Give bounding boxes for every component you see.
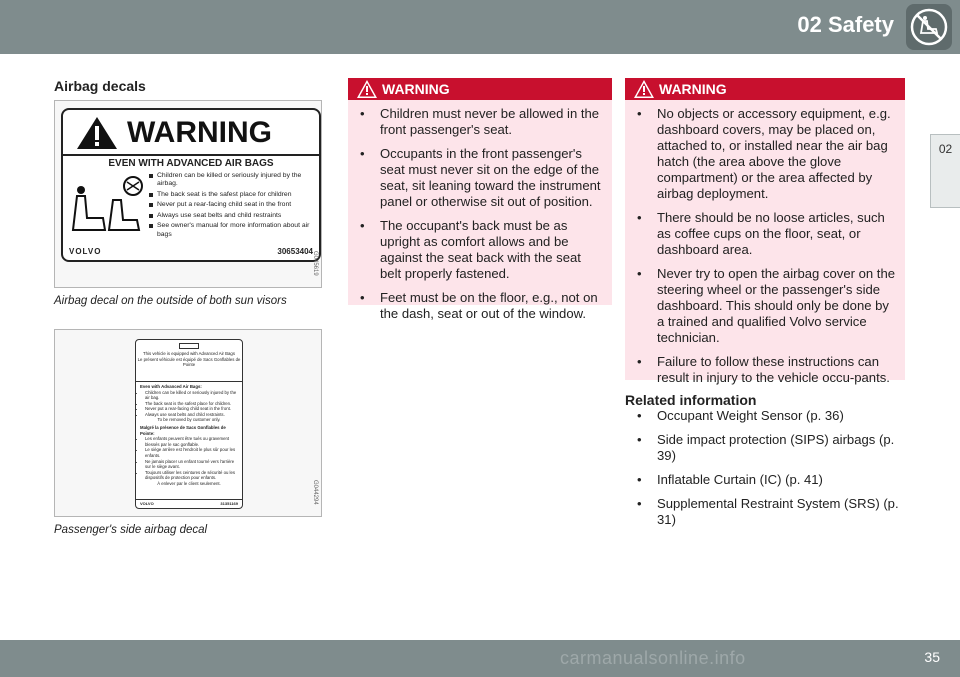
warning-box-objects <box>625 78 905 385</box>
warning-title: WARNING <box>382 81 450 97</box>
decal-item: Never put a rear-facing child seat in the front <box>149 201 317 209</box>
decal-part-number: 31351169 <box>220 501 238 506</box>
section-title: Airbag decals <box>54 78 146 94</box>
passenger-decal-figure <box>54 329 322 517</box>
decal-body <box>136 382 242 488</box>
related-link[interactable]: • Occupant Weight Sensor (p. 36) <box>635 408 905 424</box>
decal-item: • Always use seat belts and child restraints. <box>145 412 238 418</box>
related-information <box>625 392 905 536</box>
warning-list <box>625 100 905 386</box>
warning-title: WARNING <box>659 81 727 97</box>
decal-part-number: 30653404 <box>277 247 313 256</box>
warning-box-children <box>348 78 612 321</box>
warning-header <box>348 78 612 100</box>
decal-footer <box>136 499 242 508</box>
related-link[interactable]: • Supplemental Restraint System (SRS) (p. 31) <box>635 496 905 528</box>
decal-english-heading: Even with Advanced Air Bags: <box>140 384 202 389</box>
decal-top-english: This vehicle is equipped with Advanced Air Bags <box>143 351 235 356</box>
warning-header <box>625 78 905 100</box>
figure-code: G045619 <box>312 251 318 276</box>
decal-item: See owner's manual for more information about air bags <box>149 222 317 239</box>
decal-french-heading: Malgré la présence de Sacs Gonflables de Pointe: <box>140 425 226 436</box>
decal-item: • Le siège arrière est l'endroit le plus sûr pour les enfants. <box>145 447 238 458</box>
sun-visor-decal-figure <box>54 100 322 288</box>
related-link[interactable]: • Inflatable Curtain (IC) (p. 41) <box>635 472 905 488</box>
figure-code: G044294 <box>312 480 318 505</box>
decal-remove-note: To be removed by customer only. <box>157 417 221 423</box>
sun-visor-warning-decal <box>61 108 321 262</box>
watermark: carmanualsonline.info <box>560 648 746 668</box>
decal-item: • Children can be killed or seriously injured by the air bag. <box>145 390 238 401</box>
decal-brand: VOLVO <box>140 501 154 506</box>
decal-english-list <box>140 390 238 418</box>
warning-item: • Children must never be allowed in the front passenger's seat. <box>358 106 602 138</box>
decal-item: • Toujours utiliser les ceintures de sécurité ou les dispositifs de protection pour enfants. <box>145 470 238 481</box>
figure-caption: Airbag decal on the outside of both sun visors <box>54 295 287 307</box>
header-bar <box>0 0 960 54</box>
decal-remove-note-fr: À enlever par le client seulement. <box>157 480 221 486</box>
airbag-decals-column <box>54 78 322 536</box>
related-title: Related information <box>625 392 757 408</box>
warning-item: • No objects or accessory equipment, e.g. dashboard covers, may be placed on, attached to, or installed near the air bag hatch (the area above the glove compartment) or the area affected by airbag deployment. <box>635 106 895 202</box>
decal-item: Always use seat belts and child restraints <box>149 212 317 220</box>
decal-indicator-slot <box>179 343 199 349</box>
related-link[interactable]: • Side impact protection (SIPS) airbags (p. 39) <box>635 432 905 464</box>
chapter-side-tab[interactable]: 02 <box>930 134 960 208</box>
chapter-title: 02 Safety <box>797 12 894 37</box>
no-airbag-child-seat-icon <box>906 4 952 50</box>
decal-brand: VOLVO <box>69 247 102 256</box>
decal-item: Children can be killed or seriously injured by the airbag. <box>149 172 317 189</box>
warning-triangle-icon <box>356 79 378 99</box>
warning-item: • There should be no loose articles, such as coffee cups on the floor, seat, or dashboard area. <box>635 210 895 258</box>
decal-headline: EVEN WITH ADVANCED AIR BAGS <box>108 158 274 169</box>
warning-item: • Occupants in the front passenger's seat must never sit on the edge of the seat, sit leaning toward the instrument panel or otherwise sit out of position. <box>358 146 602 210</box>
figure-caption: Passenger's side airbag decal <box>54 524 208 536</box>
warning-item: • Never try to open the airbag cover on the steering wheel or the passenger's side dashboard. This should only be done by a trained and qualified Volvo service technician. <box>635 266 895 346</box>
decal-warning-word: WARNING <box>127 116 272 149</box>
passenger-airbag-decal <box>135 339 243 509</box>
warning-triangle-icon <box>633 79 655 99</box>
decal-french-list <box>140 436 238 481</box>
warning-list <box>348 100 612 322</box>
decal-item: • Never put a rear-facing child seat in the front. <box>145 406 238 412</box>
decal-item: • Les enfants peuvent être tués ou gravement blessés par le sac gonflable. <box>145 436 238 447</box>
related-list <box>625 408 905 528</box>
footer-bar <box>0 640 960 677</box>
decal-item: • The back seat is the safest place for children. <box>145 401 238 407</box>
warning-triangle-icon <box>75 115 119 151</box>
decal-divider <box>63 154 319 156</box>
warning-item: • Failure to follow these instructions can result in injury to the vehicle occu-pants. <box>635 354 895 386</box>
decal-warning-list <box>149 172 317 241</box>
decal-item: • Ne jamais placer un enfant tourné vers l'arrière sur le siège avant. <box>145 459 238 470</box>
decal-item: The back seat is the safest place for children <box>149 191 317 199</box>
decal-top-section <box>136 343 242 382</box>
page-number: 35 <box>924 649 940 665</box>
decal-top-french: Le présent véhicule est équipé de Sacs Gonflables de Pointe <box>137 356 241 368</box>
warning-item: • The occupant's back must be as upright as comfort allows and be against the seat back with the seat belt properly fastened. <box>358 218 602 282</box>
warning-item: • Feet must be on the floor, e.g., not on the dash, seat or out of the window. <box>358 290 602 322</box>
child-seat-airbag-pictogram <box>69 174 149 236</box>
